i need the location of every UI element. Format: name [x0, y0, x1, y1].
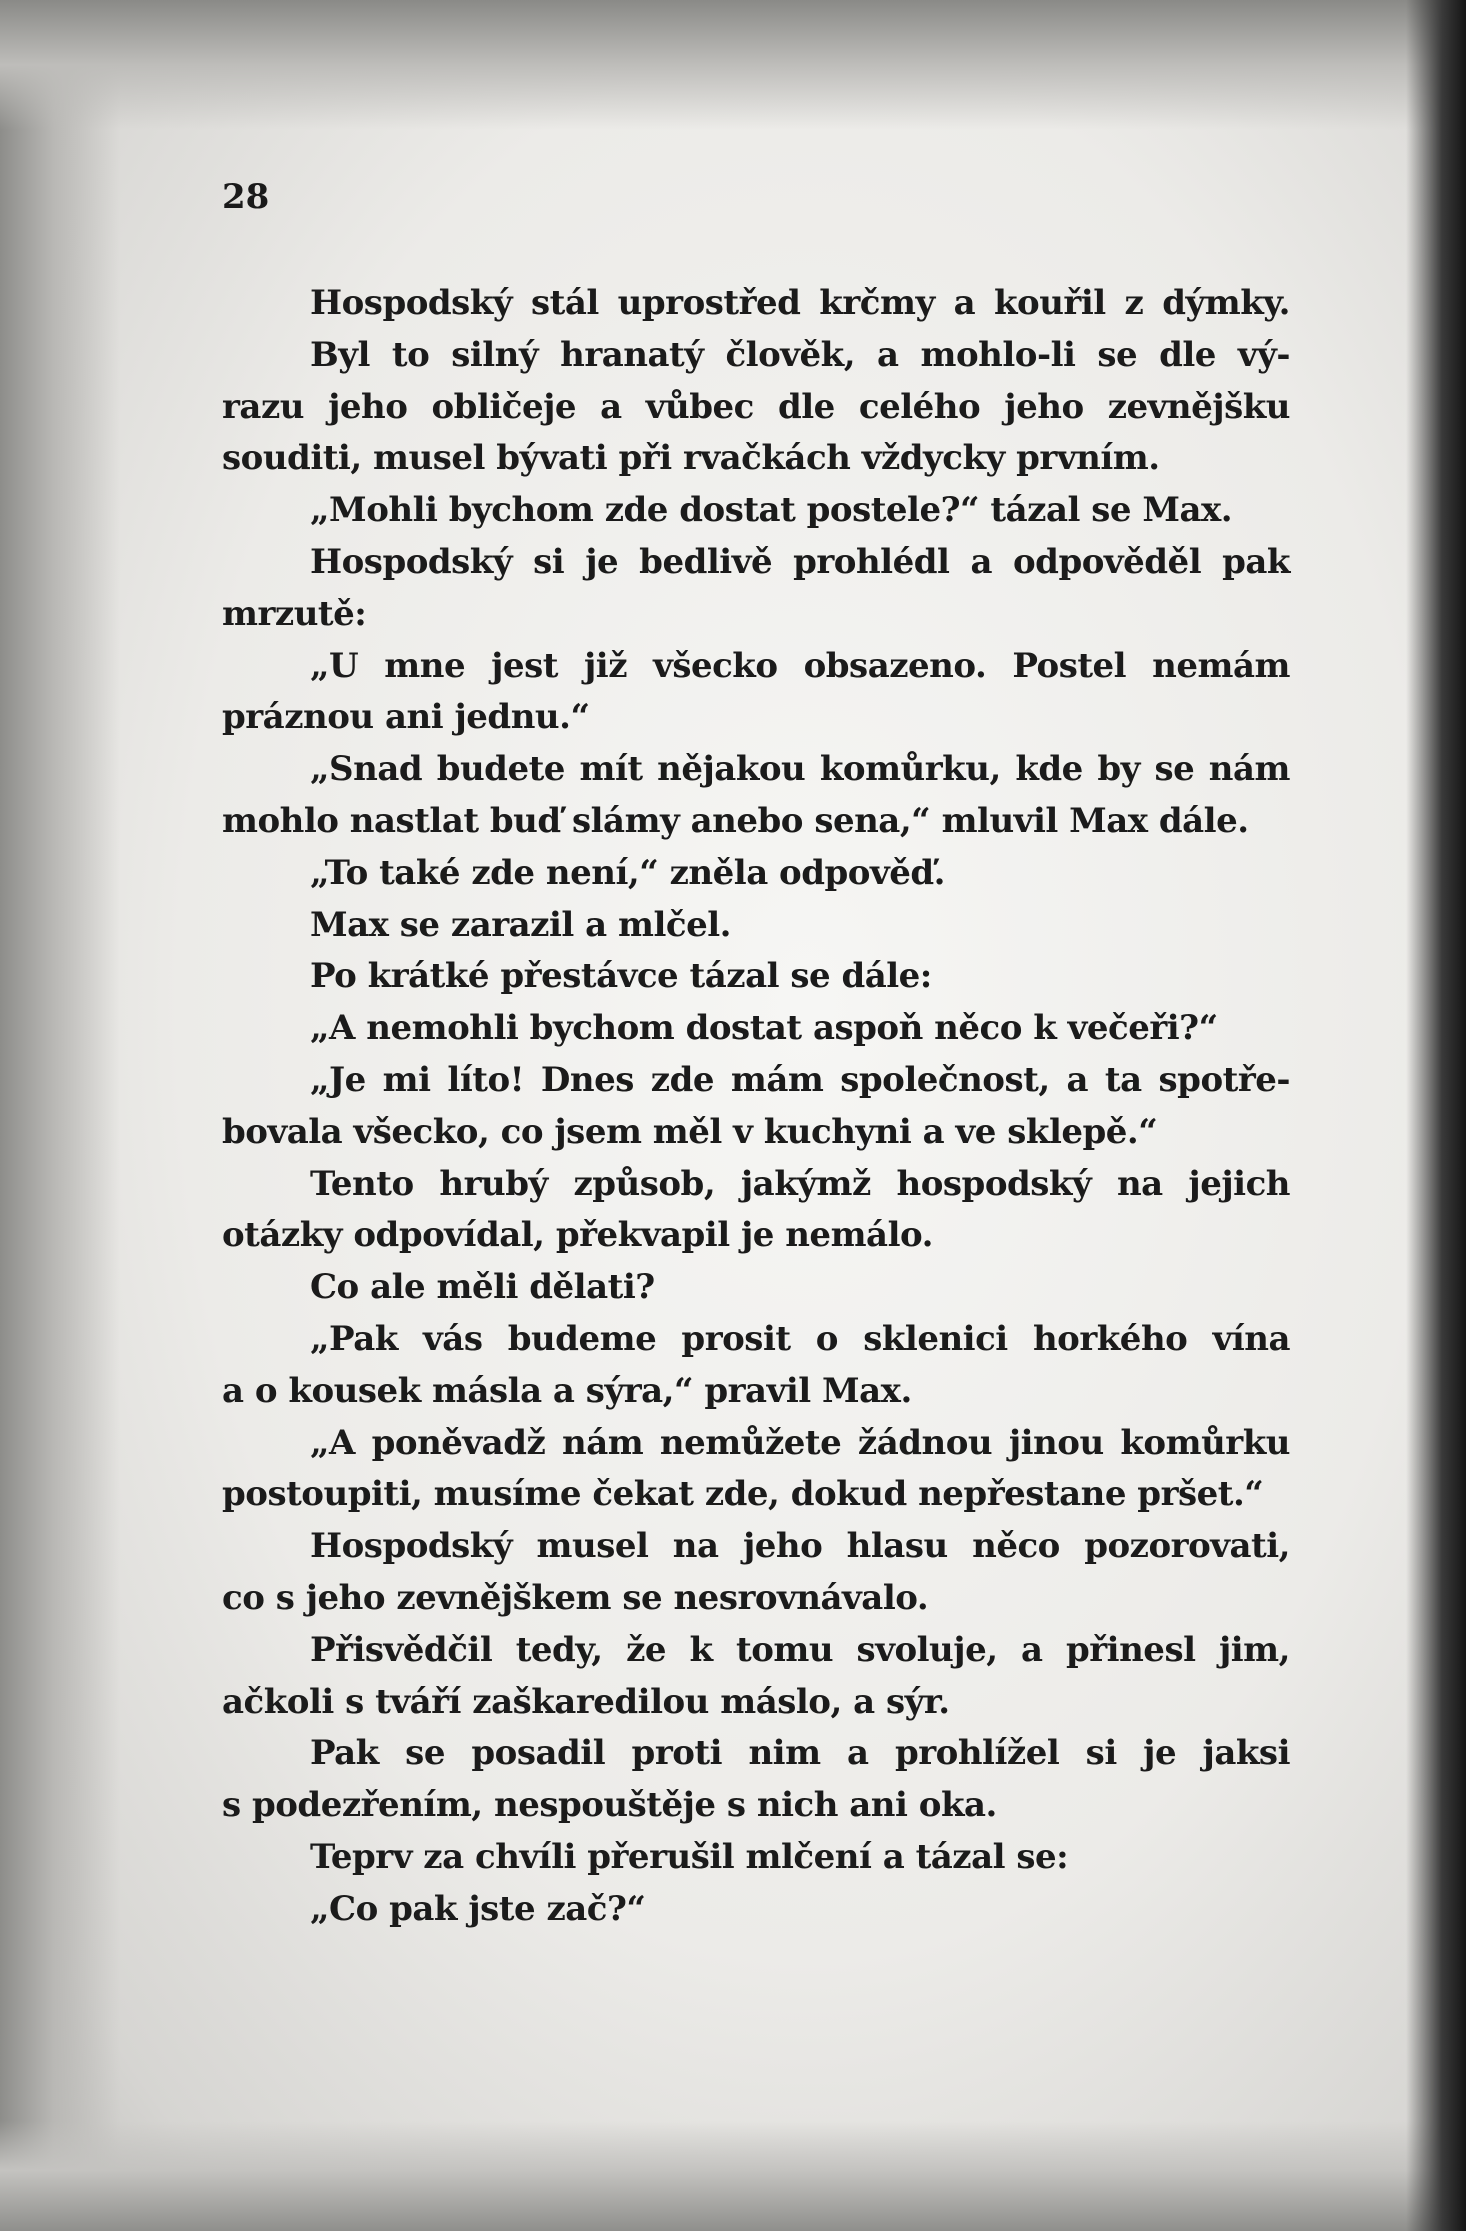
text-line: otázky odpovídal, překvapil je nemálo.: [222, 1215, 933, 1256]
text-line: Pak se posadil proti nim a prohlížel si je jaksi: [310, 1733, 1290, 1774]
page-edge-shadow-top: [0, 0, 1466, 130]
text-line: bovala všecko, co jsem měl v kuchyni a ve sklepě.“: [222, 1111, 1158, 1152]
text-line: „A nemohli bychom dostat aspoň něco k večeři?“: [310, 1008, 1218, 1049]
page-edge-shadow-bottom: [0, 2121, 1466, 2231]
text-line: postoupiti, musíme čekat zde, dokud nepřestane pršet.“: [222, 1474, 1264, 1515]
text-line: „U mne jest již všecko obsazeno. Postel nemám: [310, 645, 1290, 686]
text-line: souditi, musel bývati při rvačkách vždycky prvním.: [222, 438, 1160, 479]
text-line: Hospodský si je bedlivě prohlédl a odpověděl pak: [310, 541, 1290, 582]
text-line: „Je mi líto! Dnes zde mám společnost, a ta spotře-: [310, 1059, 1290, 1100]
text-line: Po krátké přestávce tázal se dále:: [310, 956, 932, 997]
text-line: mohlo nastlat buď slámy anebo sena,“ mluvil Max dále.: [222, 800, 1249, 841]
text-line: „Mohli bychom zde dostat postele?“ tázal se Max.: [310, 490, 1233, 531]
text-line: „Co pak jste zač?“: [310, 1888, 646, 1929]
text-line: „A poněvadž nám nemůžete žádnou jinou komůrku: [310, 1422, 1290, 1463]
text-line: co s jeho zevnějškem se nesrovnávalo.: [222, 1577, 929, 1618]
text-line: a o kousek másla a sýra,“ pravil Max.: [222, 1370, 912, 1411]
text-line: práznou ani jednu.“: [222, 697, 590, 738]
text-line: s podezřením, nespouštěje s nich ani oka.: [222, 1785, 997, 1826]
text-line: „To také zde není,“ zněla odpověď.: [310, 852, 945, 893]
page-edge-shadow-right: [1406, 0, 1466, 2231]
text-line: „Snad budete mít nějakou komůrku, kde by se nám: [310, 749, 1290, 790]
text-line: ačkoli s tváří zaškaredilou máslo, a sýr.: [222, 1681, 950, 1722]
text-line: mrzutě:: [222, 593, 367, 634]
text-line: Hospodský musel na jeho hlasu něco pozorovati,: [310, 1526, 1290, 1567]
text-line: Byl to silný hranatý člověk, a mohlo-li se dle vý-: [310, 334, 1290, 375]
text-line: Hospodský stál uprostřed krčmy a kouřil z dýmky.: [310, 283, 1290, 323]
page-number: 28: [222, 177, 270, 217]
text-line: Tento hrubý způsob, jakýmž hospodský na jejich: [310, 1163, 1290, 1204]
text-line: Max se zarazil a mlčel.: [310, 904, 731, 945]
text-line: Přisvědčil tedy, že k tomu svoluje, a přinesl jim,: [310, 1629, 1290, 1670]
text-line: Teprv za chvíli přerušil mlčení a tázal se:: [310, 1836, 1069, 1877]
text-line: Co ale měli dělati?: [310, 1267, 655, 1308]
text-line: razu jeho obličeje a vůbec dle celého jeho zevnějšku: [222, 386, 1290, 427]
text-line: „Pak vás budeme prosit o sklenici horkého vína: [310, 1318, 1290, 1359]
body-text: [222, 278, 1290, 1936]
page-edge-shadow-left: [0, 0, 120, 2231]
